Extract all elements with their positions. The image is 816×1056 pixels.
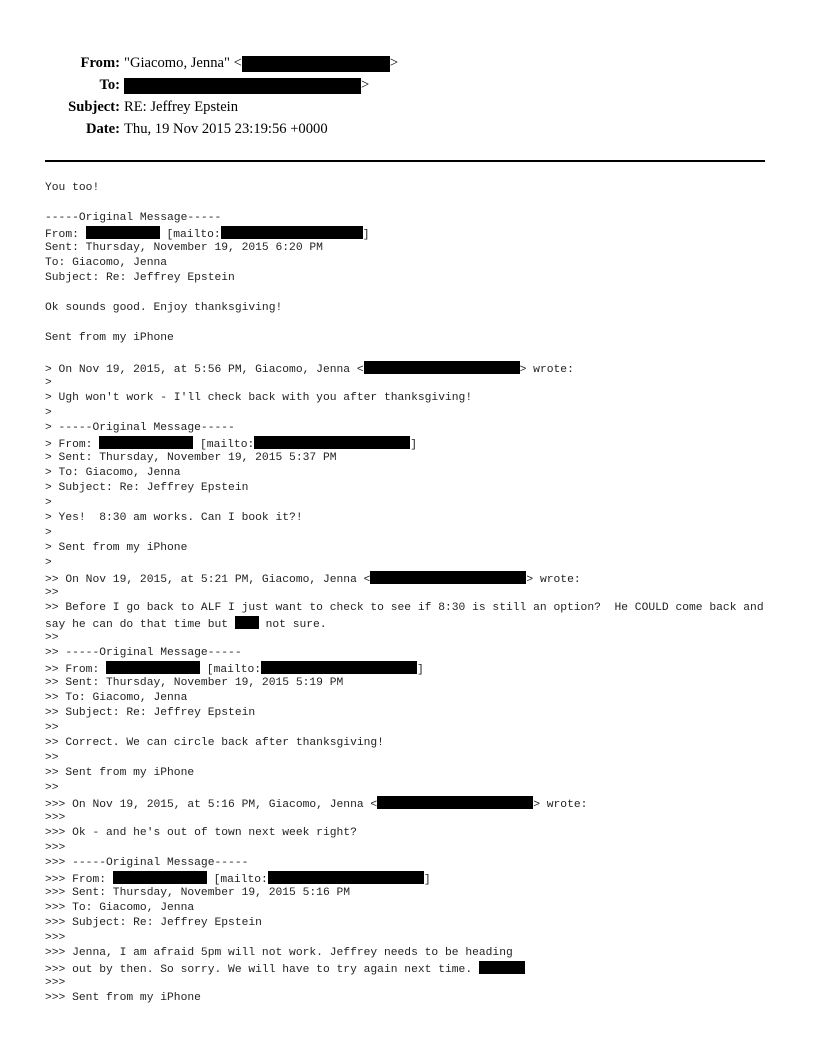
body-line: Sent: Thursday, November 19, 2015 6:20 PM [45, 242, 323, 254]
body-line: >> From: [mailto: ] [45, 661, 785, 676]
body-line: > Sent: Thursday, November 19, 2015 5:37 PM [45, 452, 337, 464]
body-line: > [45, 407, 52, 419]
body-line: >>> out by then. So sorry. We will have to try again next time. [45, 961, 785, 976]
redaction-block [242, 56, 390, 72]
body-line: >>> [45, 842, 66, 854]
body-line: >> To: Giacomo, Jenna [45, 692, 188, 704]
email-header [0, 0, 816, 160]
blank-line [45, 346, 785, 361]
body-line: You too! [45, 182, 100, 194]
body-line: -----Original Message----- [45, 212, 222, 224]
body-line: >> Correct. We can circle back after thanksgiving! [45, 737, 384, 749]
body-line: >>> -----Original Message----- [45, 857, 249, 869]
body-line: >> [45, 782, 59, 794]
body-line: >>> To: Giacomo, Jenna [45, 902, 195, 914]
body-line: >> Before I go back to ALF I just want to check to see if 8:30 is still an option? He COULD come back and say he can do that time but not sure. [45, 602, 771, 631]
body-line: From: [mailto: ] [45, 226, 785, 241]
body-line: >>> Ok - and he's out of town next week right? [45, 827, 357, 839]
body-line: > -----Original Message----- [45, 422, 235, 434]
date-label: Date: [85, 121, 120, 137]
body-line: >>> From: [mailto: ] [45, 871, 785, 886]
redaction-block [113, 871, 207, 884]
body-line: >> [45, 587, 59, 599]
date-value: Thu, 19 Nov 2015 23:19:56 +0000 [124, 121, 328, 137]
subject-label: Subject: [68, 99, 120, 115]
body-line: >>> Sent: Thursday, November 19, 2015 5:16 PM [45, 887, 351, 899]
body-line: >>> [45, 812, 66, 824]
body-line: >> -----Original Message----- [45, 647, 242, 659]
email-body [45, 181, 785, 1006]
body-line: Subject: Re: Jeffrey Epstein [45, 272, 235, 284]
from-close: > [389, 55, 399, 71]
redaction-block [124, 78, 361, 94]
body-line: >>> Subject: Re: Jeffrey Epstein [45, 917, 262, 929]
from-label: From: [80, 55, 120, 71]
body-line: > On Nov 19, 2015, at 5:56 PM, Giacomo, Jenna < > wrote: [45, 361, 785, 376]
body-line: Ok sounds good. Enjoy thanksgiving! [45, 302, 283, 314]
body-line: >> Subject: Re: Jeffrey Epstein [45, 707, 256, 719]
body-line: >>> On Nov 19, 2015, at 5:16 PM, Giacomo, Jenna < > wrote: [45, 796, 785, 811]
to-close: > [361, 77, 370, 93]
body-line: >> [45, 722, 59, 734]
redaction-block [106, 661, 200, 674]
redaction-block [377, 796, 533, 809]
body-line: >> Sent: Thursday, November 19, 2015 5:19 PM [45, 677, 344, 689]
body-line: > [45, 527, 52, 539]
body-line: > From: [mailto: ] [45, 436, 785, 451]
body-line: > Yes! 8:30 am works. Can I book it?! [45, 512, 303, 524]
redaction-block [364, 361, 520, 374]
body-line: > [45, 497, 52, 509]
body-line: > Sent from my iPhone [45, 542, 188, 554]
blank-line [45, 316, 785, 331]
body-line: >> [45, 632, 59, 644]
to-label: To: [99, 77, 120, 93]
body-line: >> [45, 752, 59, 764]
redaction-block [479, 961, 525, 974]
subject-value: RE: Jeffrey Epstein [124, 99, 239, 115]
body-line: >> On Nov 19, 2015, at 5:21 PM, Giacomo, Jenna < > wrote: [45, 571, 785, 586]
from-value: "Giacomo, Jenna" < [124, 55, 242, 71]
redaction-block [268, 871, 424, 884]
blank-line [45, 196, 785, 211]
body-line: > To: Giacomo, Jenna [45, 467, 181, 479]
header-divider [45, 160, 765, 162]
redaction-block [235, 616, 259, 629]
body-line: >>> Jenna, I am afraid 5pm will not work. Jeffrey needs to be heading [45, 947, 513, 959]
body-line: > [45, 377, 52, 389]
redaction-block [221, 226, 363, 239]
redaction-block [86, 226, 160, 239]
body-line: >>> [45, 977, 66, 989]
body-line: >>> Sent from my iPhone [45, 992, 201, 1004]
body-line: > Ugh won't work - I'll check back with you after thanksgiving! [45, 392, 473, 404]
body-line: > [45, 557, 52, 569]
body-line: Sent from my iPhone [45, 332, 174, 344]
blank-line [45, 286, 785, 301]
redaction-block [261, 661, 417, 674]
redaction-block [254, 436, 410, 449]
redaction-block [99, 436, 193, 449]
body-line: >>> [45, 932, 66, 944]
redaction-block [370, 571, 526, 584]
body-line: > Subject: Re: Jeffrey Epstein [45, 482, 249, 494]
body-line: To: Giacomo, Jenna [45, 257, 168, 269]
body-line: >> Sent from my iPhone [45, 767, 195, 779]
